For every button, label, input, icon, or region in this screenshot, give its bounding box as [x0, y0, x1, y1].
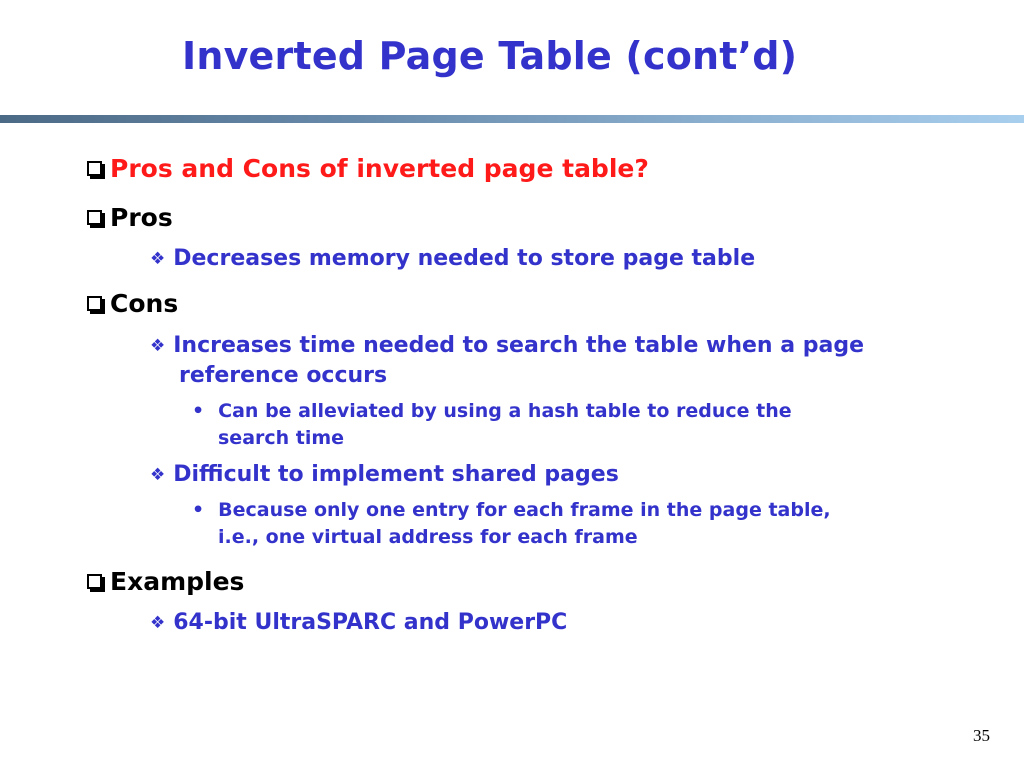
diamond-bullet-icon: ❖	[150, 336, 166, 356]
square-bullet-icon	[87, 161, 102, 176]
square-bullet-icon	[87, 574, 102, 589]
subbullet-cons-1-line1: Increases time needed to search the table when a page	[173, 333, 865, 358]
subsubbullet-cons-1a	[192, 400, 792, 422]
bullet-pros-text: Pros	[110, 203, 173, 232]
subsubbullet-cons-2a-continued	[218, 526, 638, 548]
title-divider-bar	[0, 115, 1024, 123]
slide-title: Inverted Page Table (cont’d)	[182, 34, 798, 78]
subsubbullet-cons-2a-line2: i.e., one virtual address for each frame	[218, 526, 638, 548]
diamond-bullet-icon: ❖	[150, 613, 166, 633]
square-bullet-icon	[87, 296, 102, 311]
subbullet-cons-2-text: Difficult to implement shared pages	[173, 462, 619, 487]
bullet-cons-text: Cons	[110, 289, 179, 318]
subbullet-pros-1	[150, 246, 755, 271]
bullet-cons	[87, 289, 178, 318]
subbullet-cons-1	[150, 333, 864, 358]
subbullet-cons-1-continued	[179, 363, 387, 388]
bullet-pros	[87, 203, 173, 232]
subsubbullet-cons-2a	[192, 499, 831, 521]
bullet-question	[87, 154, 649, 183]
subbullet-examples-1-text: 64-bit UltraSPARC and PowerPC	[173, 610, 568, 635]
subsubbullet-cons-2a-line1: Because only one entry for each frame in the page table,	[218, 499, 831, 521]
subbullet-pros-1-text: Decreases memory needed to store page table	[173, 246, 756, 271]
subbullet-cons-1-line2: reference occurs	[179, 363, 388, 388]
bullet-examples	[87, 567, 244, 596]
subsubbullet-cons-1a-continued	[218, 427, 344, 449]
square-bullet-icon	[87, 210, 102, 225]
dot-bullet-icon: •	[192, 499, 205, 521]
subbullet-cons-2	[150, 462, 619, 487]
diamond-bullet-icon: ❖	[150, 465, 166, 485]
bullet-examples-text: Examples	[110, 567, 245, 596]
subsubbullet-cons-1a-line1: Can be alleviated by using a hash table to reduce the	[218, 400, 792, 422]
subsubbullet-cons-1a-line2: search time	[218, 427, 345, 449]
diamond-bullet-icon: ❖	[150, 249, 166, 269]
page-number: 35	[973, 726, 990, 745]
dot-bullet-icon: •	[192, 400, 205, 422]
subbullet-examples-1	[150, 610, 567, 635]
bullet-question-text: Pros and Cons of inverted page table?	[110, 154, 649, 183]
